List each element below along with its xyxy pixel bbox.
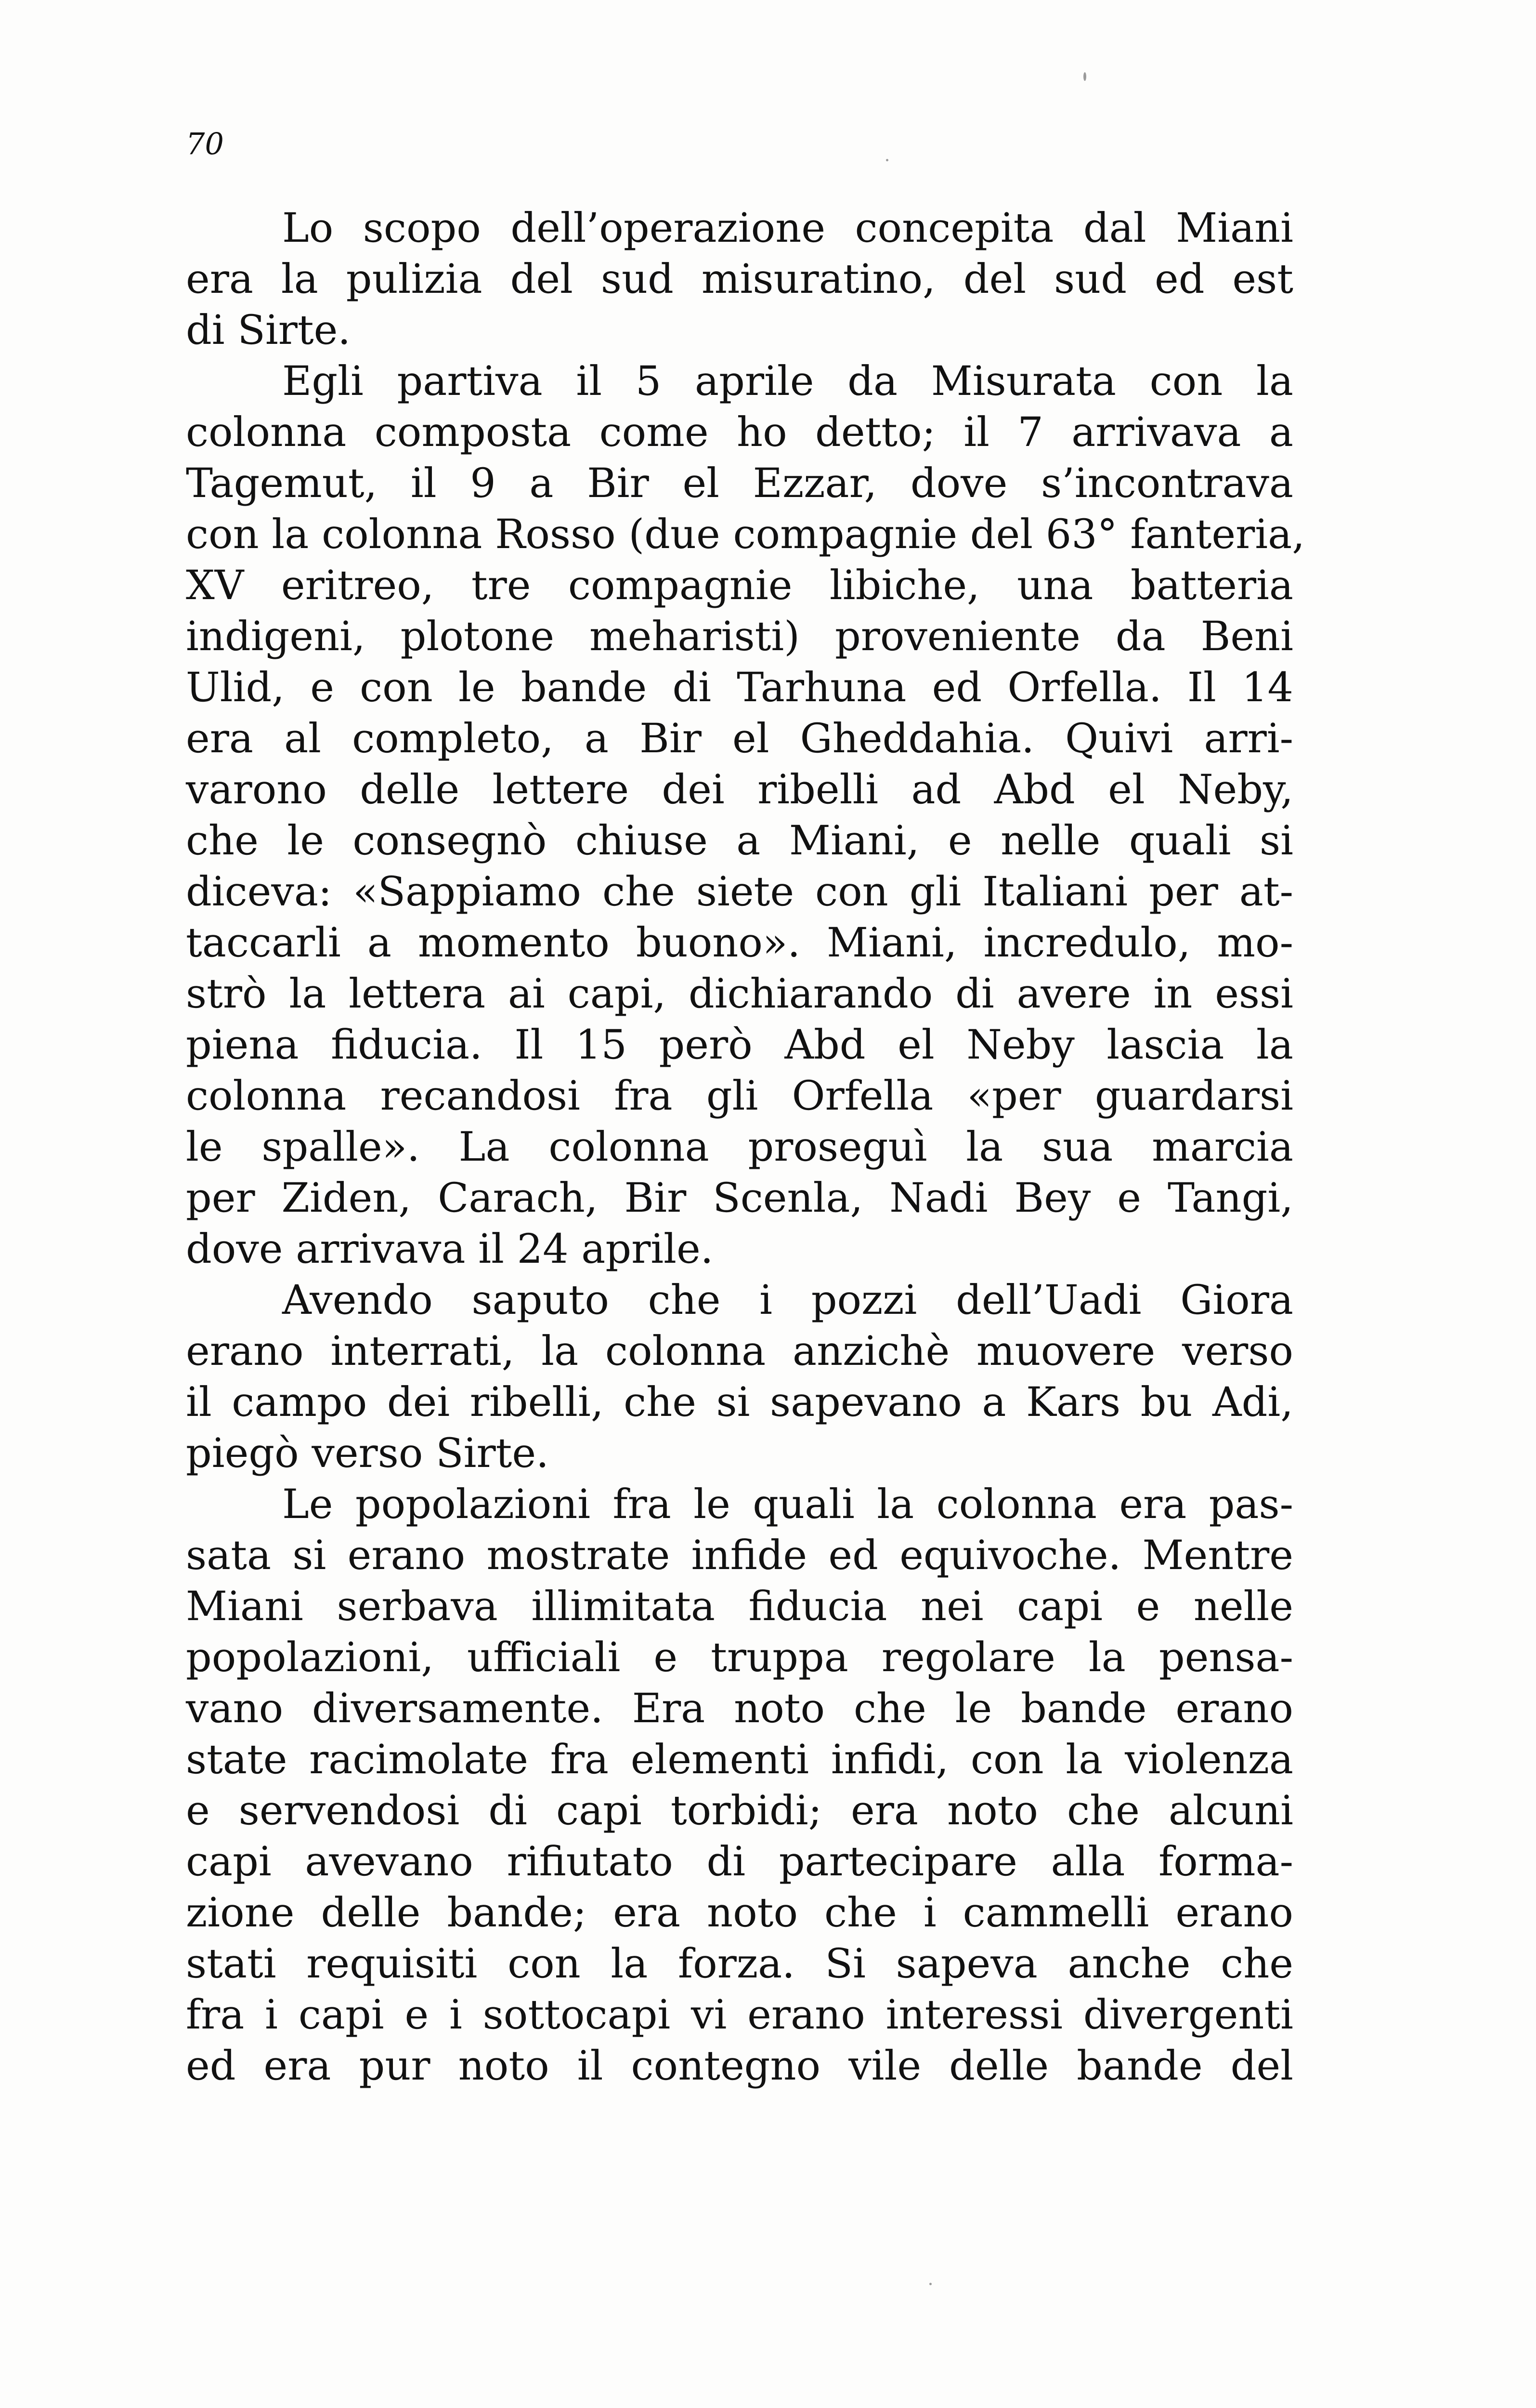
text-line: taccarli a momento buono». Miani, incredulo, mo- — [186, 919, 1293, 966]
text-line: piena fiducia. Il 15 però Abd el Neby lascia la — [186, 1021, 1293, 1068]
text-line: Egli partiva il 5 aprile da Misurata con la — [282, 357, 1293, 405]
text-line: ed era pur noto il contegno vile delle bande del — [186, 2042, 1293, 2089]
text-line: Tagemut, il 9 a Bir el Ezzar, dove s’incontrava — [186, 459, 1293, 507]
text-line: capi avevano rifiutato di partecipare alla forma- — [186, 1838, 1293, 1885]
text-line: era al completo, a Bir el Gheddahia. Quivi arri- — [186, 715, 1293, 762]
text-line: dove arrivava il 24 aprile. — [186, 1225, 714, 1272]
text-line: strò la lettera ai capi, dichiarando di avere in essi — [186, 970, 1293, 1017]
text-line: Miani serbava illimitata fiducia nei capi e nelle — [186, 1583, 1293, 1630]
text-line: con la colonna Rosso (due compagnie del 63° fanteria, — [186, 510, 1305, 558]
text-line: sata si erano mostrate infide ed equivoche. Mentre — [186, 1531, 1293, 1579]
scan-speck — [929, 2283, 932, 2285]
text-line: per Ziden, Carach, Bir Scenla, Nadi Bey e Tangi, — [186, 1174, 1293, 1221]
text-line: Le popolazioni fra le quali la colonna era pas- — [282, 1480, 1293, 1528]
text-line: stati requisiti con la forza. Si sapeva anche che — [186, 1940, 1293, 1987]
text-line: erano interrati, la colonna anzichè muovere verso — [186, 1327, 1293, 1374]
text-line: colonna recandosi fra gli Orfella «per guardarsi — [186, 1072, 1293, 1119]
text-line: fra i capi e i sottocapi vi erano interessi divergenti — [186, 1991, 1293, 2038]
text-line: di Sirte. — [186, 306, 351, 353]
text-line: vano diversamente. Era noto che le bande erano — [186, 1685, 1293, 1732]
text-line: indigeni, plotone meharisti) proveniente da Beni — [186, 613, 1293, 660]
text-line: le spalle». La colonna proseguì la sua marcia — [186, 1123, 1293, 1170]
scan-speck — [886, 159, 888, 161]
text-line: che le consegnò chiuse a Miani, e nelle quali si — [186, 817, 1293, 864]
text-line: e servendosi di capi torbidi; era noto che alcuni — [186, 1787, 1293, 1834]
text-line: il campo dei ribelli, che si sapevano a Kars bu Adi, — [186, 1378, 1293, 1426]
text-line: Ulid, e con le bande di Tarhuna ed Orfella. Il 14 — [186, 664, 1293, 711]
text-line: Avendo saputo che i pozzi dell’Uadi Giora — [282, 1276, 1293, 1323]
scan-speck — [1083, 72, 1086, 81]
text-line: colonna composta come ho detto; il 7 arrivava a — [186, 408, 1293, 456]
body-text — [186, 202, 1305, 2091]
text-line: era la pulizia del sud misuratino, del sud ed est — [186, 255, 1293, 302]
text-line: zione delle bande; era noto che i cammelli erano — [186, 1889, 1293, 1936]
page-number: 70 — [186, 126, 224, 161]
text-line: popolazioni, ufficiali e truppa regolare la pensa- — [186, 1634, 1293, 1681]
text-line: XV eritreo, tre compagnie libiche, una batteria — [186, 562, 1293, 609]
text-line: Lo scopo dell’operazione concepita dal Miani — [282, 204, 1293, 251]
text-line: state racimolate fra elementi infidi, con la violenza — [186, 1736, 1293, 1783]
text-line: varono delle lettere dei ribelli ad Abd el Neby, — [186, 766, 1293, 813]
text-line: piegò verso Sirte. — [186, 1429, 549, 1477]
text-line: diceva: «Sappiamo che siete con gli Italiani per at- — [186, 868, 1293, 915]
